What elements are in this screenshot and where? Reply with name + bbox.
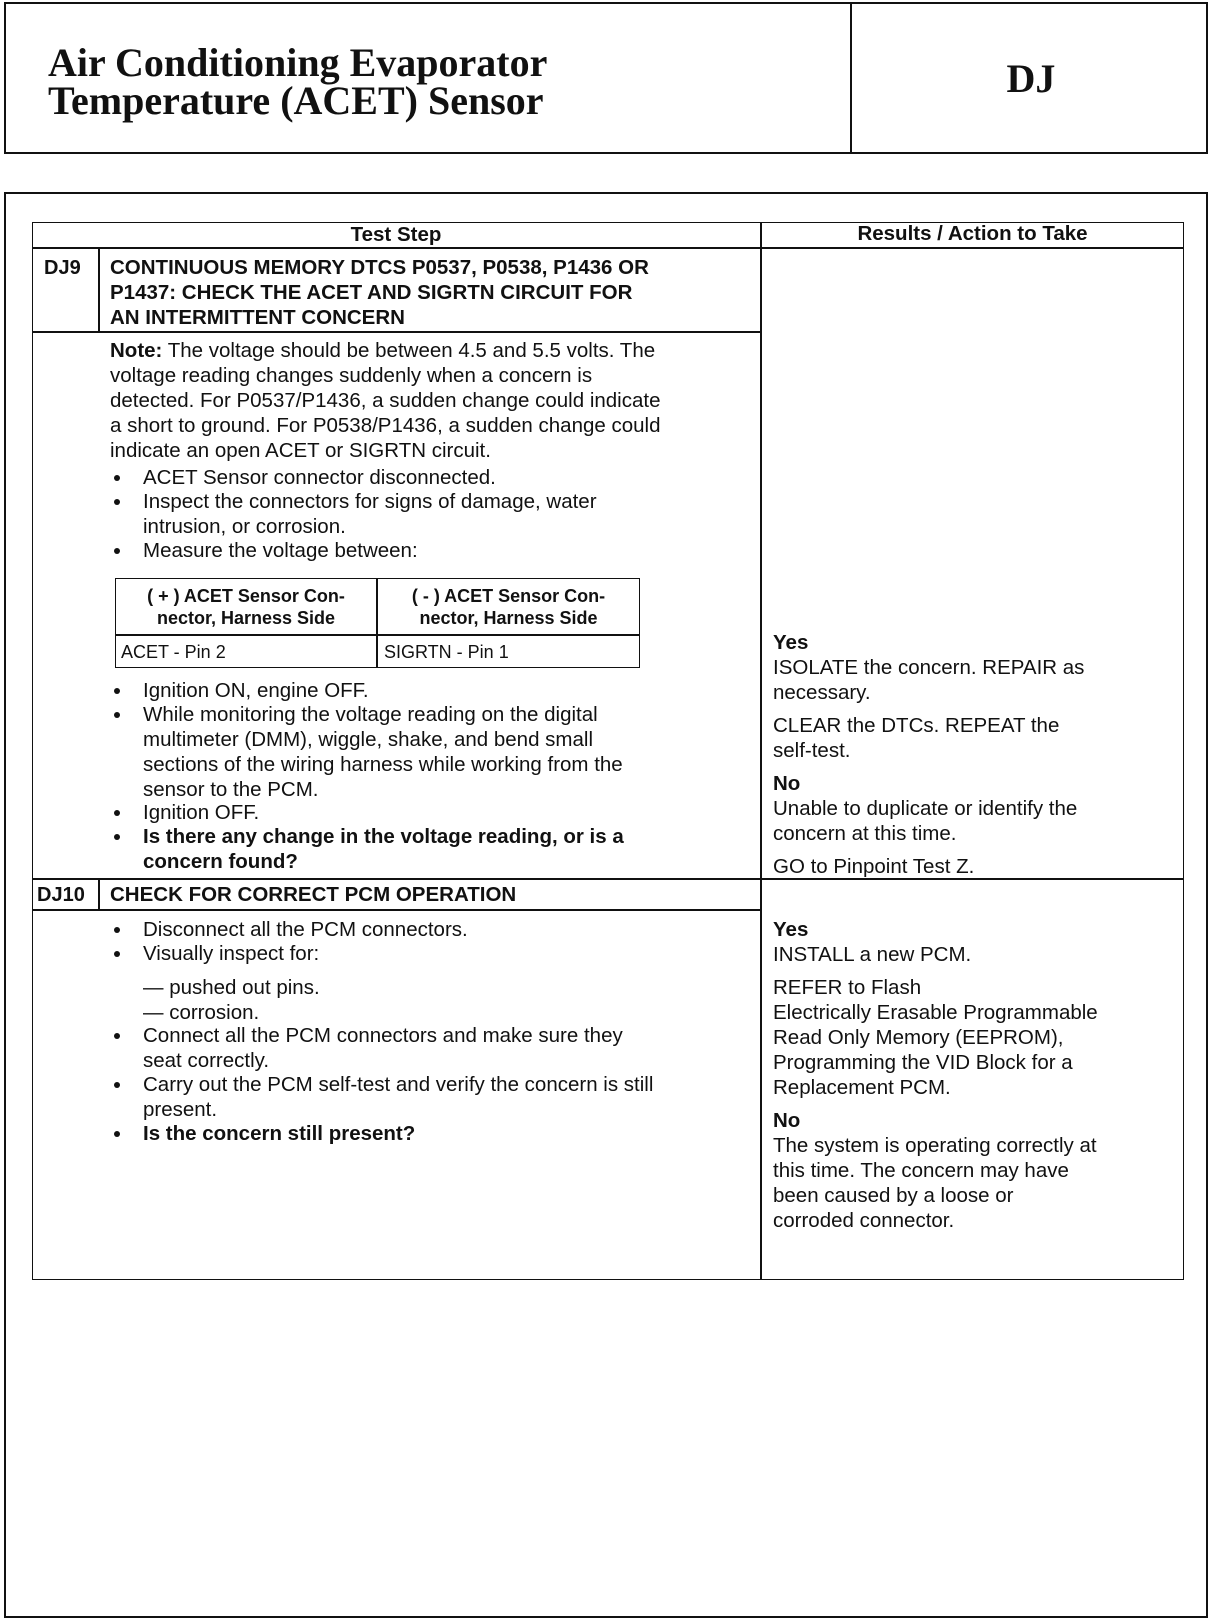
step-id-dj9: DJ9: [44, 257, 81, 279]
result-line: CLEAR the DTCs. REPEAT the: [773, 714, 1060, 737]
result-line: self-test.: [773, 739, 851, 762]
bullet-icon: [114, 712, 120, 718]
result-line: GO to Pinpoint Test Z.: [773, 855, 975, 878]
result-line: ISOLATE the concern. REPAIR as: [773, 656, 1085, 679]
title-line: AN INTERMITTENT CONCERN: [110, 306, 405, 329]
step-id-dj10: DJ10: [37, 884, 85, 906]
header-line: nector, Harness Side: [419, 608, 598, 628]
list-item: Measure the voltage between:: [143, 539, 418, 562]
header-line: nector, Harness Side: [156, 608, 336, 628]
step-title-dj9: [110, 255, 649, 330]
result-line: Programming the VID Block for a: [773, 1051, 1073, 1074]
result-line: Replacement PCM.: [773, 1076, 951, 1099]
note-line: a short to ground. For P0538/P1436, a sudden change could: [110, 414, 661, 437]
result-line: Read Only Memory (EEPROM),: [773, 1026, 1064, 1049]
result-line: been caused by a loose or: [773, 1184, 1014, 1207]
note-line: indicate an open ACET or SIGRTN circuit.: [110, 439, 491, 462]
list-item-line: sensor to the PCM.: [143, 778, 319, 801]
question-line: concern found?: [143, 850, 298, 873]
list-item: Visually inspect for:: [143, 942, 320, 965]
list-item-line: multimeter (DMM), wiggle, shake, and bend small: [143, 728, 594, 751]
note-text: [110, 338, 661, 463]
list-item-line: present.: [143, 1098, 218, 1121]
result-line: corroded connector.: [773, 1209, 955, 1232]
list-item-line: Carry out the PCM self-test and verify the concern is still: [143, 1073, 654, 1096]
note-label: Note:: [110, 339, 163, 362]
bullet-icon: [114, 1033, 120, 1039]
list-item-line: While monitoring the voltage reading on the digital: [143, 703, 598, 726]
list-item-line: Connect all the PCM connectors and make sure they: [143, 1024, 623, 1047]
pin-table-cell-positive: ACET - Pin 2: [121, 642, 226, 662]
id-divider-dj9: [98, 247, 100, 332]
header-rule: [32, 247, 1184, 249]
result-line: Unable to duplicate or identify the: [773, 797, 1078, 820]
result-line: this time. The concern may have: [773, 1159, 1069, 1182]
title-line: CONTINUOUS MEMORY DTCS P0537, P0538, P1436 OR: [110, 256, 649, 279]
pin-table-header-positive: [116, 585, 376, 629]
result-line: concern at this time.: [773, 822, 957, 845]
yes-label: Yes: [773, 631, 809, 654]
list-item: [143, 489, 597, 539]
header-divider: [850, 4, 852, 152]
column-header-test-step: Test Step: [350, 223, 442, 246]
pin-table-rule: [115, 634, 640, 636]
list-item-line: intrusion, or corrosion.: [143, 515, 346, 538]
column-header-results: Results / Action to Take: [857, 222, 1088, 245]
list-item: [143, 1023, 623, 1073]
question-line: Is there any change in the voltage reading, or is a: [143, 825, 624, 848]
list-item: [143, 1072, 653, 1122]
no-label: No: [773, 1109, 801, 1132]
no-label: No: [773, 772, 801, 795]
list-item: Ignition OFF.: [143, 801, 260, 824]
header-line: ( + ) ACET Sensor Con-: [147, 586, 345, 606]
pin-table-cell-negative: SIGRTN - Pin 1: [384, 642, 509, 662]
note-line: The voltage should be between 4.5 and 5.5 volts. The: [162, 339, 656, 362]
id-divider-dj10: [98, 878, 100, 910]
result-line: Electrically Erasable Programmable: [773, 1001, 1098, 1024]
bullet-icon: [114, 548, 120, 554]
list-item-line: Inspect the connectors for signs of damage, water: [143, 490, 597, 513]
dj9-title-rule: [32, 331, 760, 333]
bullet-icon: [114, 1082, 120, 1088]
result-line: necessary.: [773, 681, 871, 704]
result-line: REFER to Flash: [773, 976, 922, 999]
list-item-line: seat correctly.: [143, 1049, 270, 1072]
bullet-icon: [114, 475, 120, 481]
bullet-icon: [114, 499, 120, 505]
column-divider: [760, 222, 762, 1280]
dash-list: [143, 975, 320, 1025]
list-item: Disconnect all the PCM connectors.: [143, 918, 468, 941]
note-line: detected. For P0537/P1436, a sudden change could indicate: [110, 389, 661, 412]
header-line: ( - ) ACET Sensor Con-: [411, 586, 606, 606]
bullet-icon: [114, 951, 120, 957]
list-item-line: sections of the wiring harness while working from the: [143, 753, 623, 776]
results-dj9: [773, 630, 1084, 879]
section-code: DJ: [1006, 55, 1056, 101]
page-header: [4, 2, 1208, 154]
title-line: Air Conditioning Evaporator: [48, 40, 548, 85]
page-title: [48, 40, 828, 123]
pin-table-header-negative: [378, 585, 639, 629]
yes-label: Yes: [773, 918, 809, 941]
title-line: P1437: CHECK THE ACET AND SIGRTN CIRCUIT FOR: [110, 281, 633, 304]
list-item: Ignition ON, engine OFF.: [143, 679, 369, 702]
bullet-icon: [114, 810, 120, 816]
bullet-icon: [114, 834, 120, 840]
list-item: [143, 702, 623, 802]
bullet-icon: [114, 688, 120, 694]
result-line: INSTALL a new PCM.: [773, 943, 972, 966]
results-dj10: [773, 917, 1098, 1233]
bullet-icon: [114, 927, 120, 933]
result-line: The system is operating correctly at: [773, 1134, 1097, 1157]
list-item: ACET Sensor connector disconnected.: [143, 466, 496, 489]
step-title-dj10: CHECK FOR CORRECT PCM OPERATION: [110, 883, 517, 906]
test-question: Is the concern still present?: [143, 1122, 416, 1145]
title-line: Temperature (ACET) Sensor: [48, 78, 544, 123]
dash-item: — corrosion.: [143, 1001, 260, 1024]
dj10-title-rule: [32, 909, 760, 911]
note-line: voltage reading changes suddenly when a concern is: [110, 364, 593, 387]
test-question: [143, 824, 624, 874]
bullet-icon: [114, 1131, 120, 1137]
dash-item: — pushed out pins.: [143, 976, 320, 999]
